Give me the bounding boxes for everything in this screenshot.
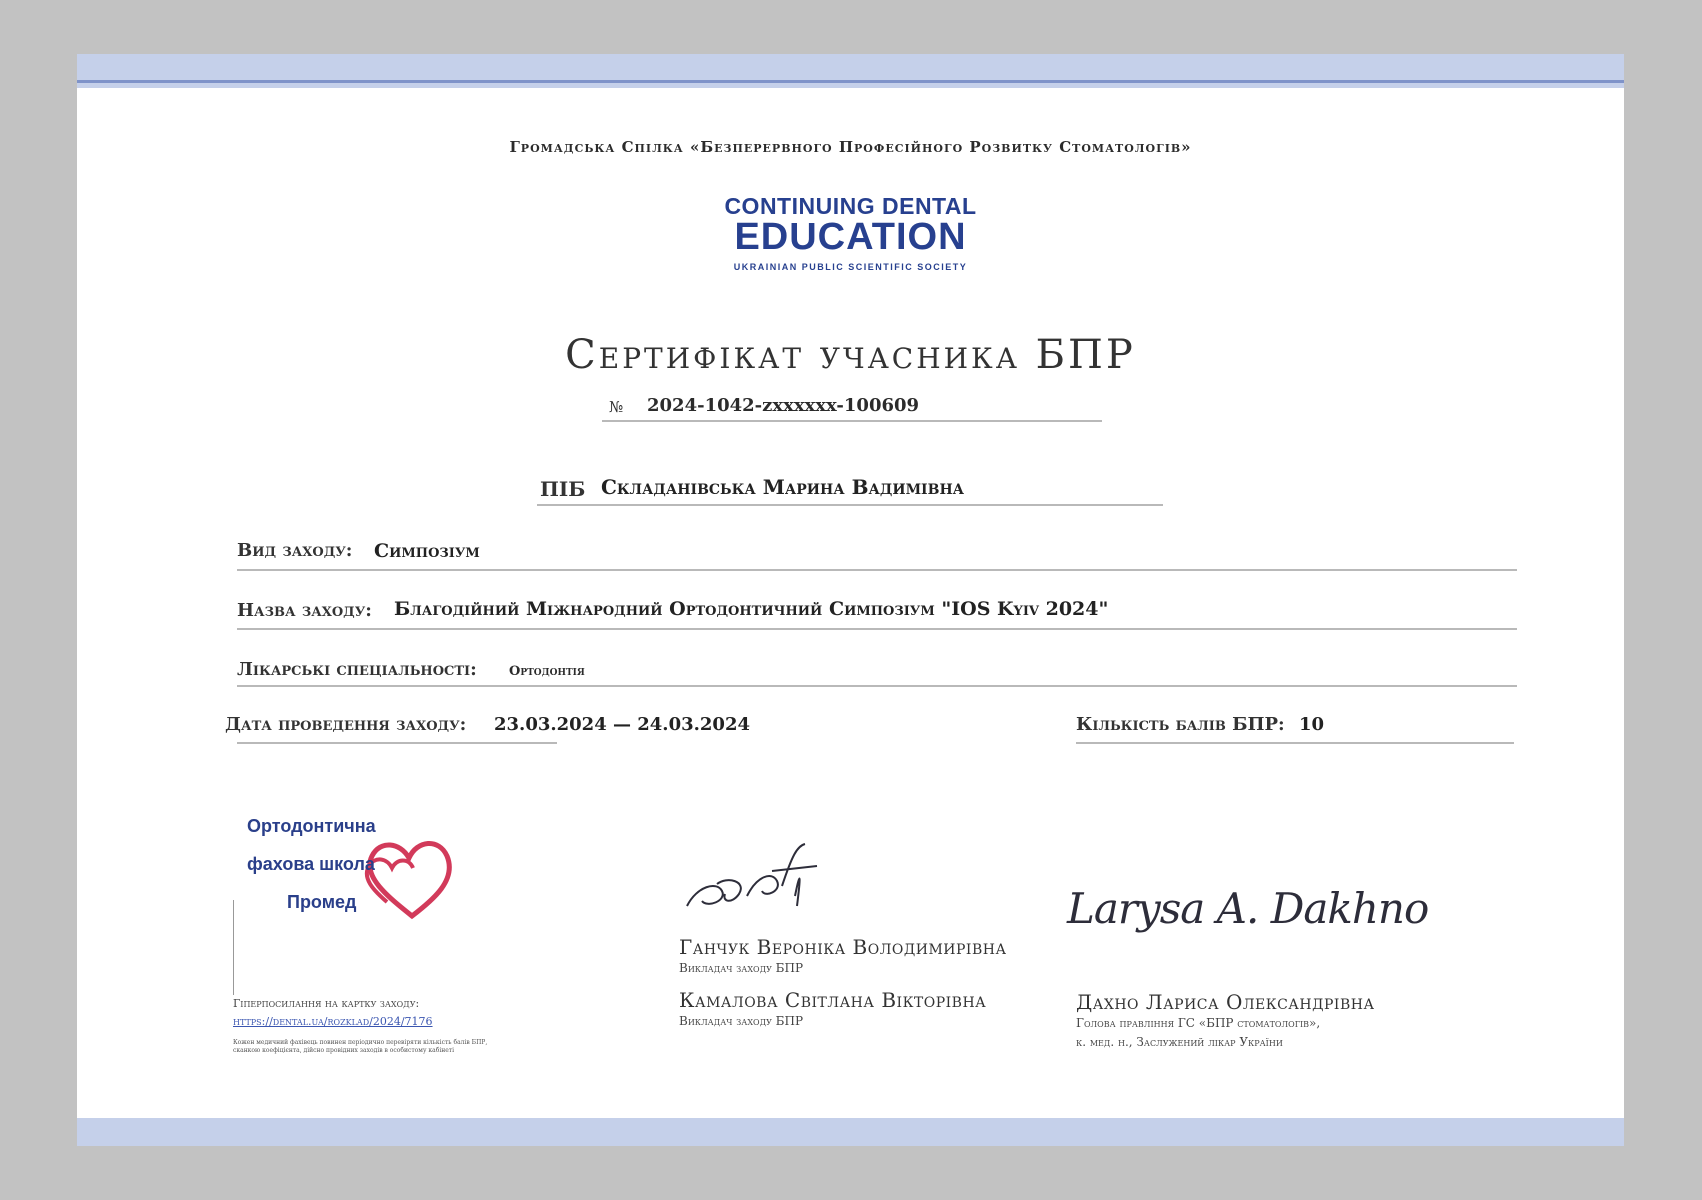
event-dates: 23.03.2024 — 24.03.2024	[494, 714, 750, 735]
bottom-band	[77, 1118, 1624, 1146]
points-value: 10	[1299, 714, 1325, 735]
event-type-label: Вид заходу:	[237, 540, 353, 561]
school-logo-line-3: Промед	[287, 892, 357, 912]
event-type-underline	[237, 569, 1517, 571]
points-label: Кількість балів БПР:	[1076, 714, 1285, 735]
link-label: Гіперпосилання на картку заходу:	[233, 997, 420, 1010]
certificate-title: Сертифікат учасника БПР	[565, 332, 1136, 378]
signatory-3-role-2: к. мед. н., Заслужений лікар України	[1076, 1035, 1283, 1049]
logo-line-2: EDUCATION	[734, 216, 967, 258]
specialties: Ортодонтія	[509, 664, 585, 679]
signatory-1-role: Викладач заходу БПР	[679, 961, 804, 975]
number-underline	[602, 420, 1102, 422]
school-logo	[237, 816, 497, 926]
specialties-underline	[237, 685, 1517, 687]
logo-line-1: CONTINUING DENTAL	[724, 193, 977, 219]
event-type: Симпозіум	[374, 540, 480, 562]
signature-ganchuk	[677, 836, 827, 936]
cde-logo	[77, 194, 1624, 272]
school-logo-line-1: Ортодонтична	[247, 816, 376, 836]
organization-name: Громадська Спілка «Безперервного Професійного Розвитку Стоматологів»	[509, 138, 1192, 156]
points-underline	[1076, 742, 1514, 744]
date-underline	[237, 742, 557, 744]
signatory-2-name: Камалова Світлана Вікторівна	[679, 988, 987, 1012]
signatory-3-role-1: Голова правління ГС «БПР стоматологів»,	[1076, 1016, 1321, 1030]
date-label: Дата проведення заходу:	[225, 714, 467, 735]
event-link[interactable]: https://dental.ua/rozklad/2024/7176	[233, 1015, 433, 1028]
participant-underline	[537, 504, 1163, 506]
certificate-sheet	[77, 54, 1624, 1146]
logo-divider	[233, 900, 234, 995]
top-band	[77, 54, 1624, 88]
certificate-number: 2024-1042-zxxxxxx-100609	[647, 395, 920, 416]
logo-line-3: UKRAINIAN PUBLIC SCIENTIFIC SOCIETY	[733, 262, 968, 272]
signatory-1-name: Ганчук Вероніка Володимирівна	[679, 935, 1007, 959]
signatory-3-name: Дахно Лариса Олександрівна	[1076, 990, 1375, 1014]
number-label: №	[609, 398, 624, 416]
school-logo-line-2: фахова школа	[247, 854, 375, 874]
participant-name: Складанівська Марина Вадимівна	[601, 475, 965, 499]
signatory-2-role: Викладач заходу БПР	[679, 1014, 804, 1028]
link-note: Кожен медичний фахівець повинен періодично перевіряти кількість балів БПР, сканкою коефіцієнта, дійсно провідних заходів в особистому кабінеті	[233, 1039, 488, 1054]
event-name-label: Назва заходу:	[237, 600, 372, 621]
specialties-label: Лікарські спеціальності:	[237, 659, 477, 680]
signature-dakhno: Larysa A. Dakhno	[1067, 884, 1429, 933]
event-name: Благодійний Міжнародний Ортодонтичний Симпозіум "IOS Kyiv 2024"	[394, 598, 1109, 620]
event-name-underline	[237, 628, 1517, 630]
participant-label: ПІБ	[540, 477, 586, 501]
